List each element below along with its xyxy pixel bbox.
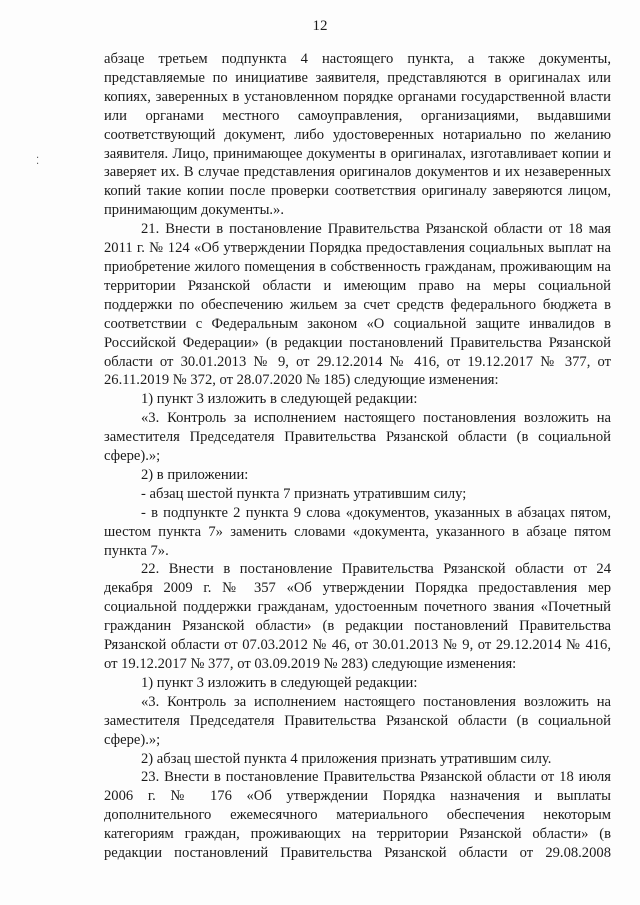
paragraph-quote: «3. Контроль за исполнением настоящего постановления возложить на заместителя Председателя Правительства Рязанской области (в социальной сфере).»;: [104, 693, 611, 748]
paragraph-quote: «3. Контроль за исполнением настоящего постановления возложить на заместителя Председателя Правительства Рязанской области (в социальной сфере).»;: [104, 410, 611, 465]
paragraph-item-22: 22. Внести в постановление Правительства Рязанской области от 24 декабря 2009 г. № 357 «Об утверждении Порядка предоставления мер социальной поддержки гражданам, удостоенным почетного звания «Почетный гражданин Рязанской области» (в редакции постановлений Правительства Рязанской области от 07.03.2012 № 46, от 30.01.2013 № 9, от 29.12.2014 № 416, от 19.12.2017 № 377, от 03.09.2019 № 283) следующие изменения:: [104, 561, 611, 672]
paragraph-item-21: 21. Внести в постановление Правительства Рязанской области от 18 мая 2011 г. № 124 «Об утверждении Порядка предоставления социальных выплат на приобретение жилого помещения в собственность гражданам, проживающим на территории Рязанской области и имеющим право на меры социальной поддержки по обеспечению жильем за счет средств федерального бюджета в соответствии с Федеральным законом «О социальной защите инвалидов в Российской Федерации» (в редакции постановлений Правительства Рязанской области от 30.01.2013 № 9, от 29.12.2014 № 416, от 19.12.2017 № 377, от 26.11.2019 № 372, от 28.07.2020 № 185) следующие изменения:: [104, 221, 611, 389]
paragraph: 1) пункт 3 изложить в следующей редакции:: [141, 391, 418, 408]
document-body: [104, 50, 611, 863]
paragraph: 2) абзац шестой пункта 4 приложения признать утратившим силу.: [141, 750, 552, 767]
paragraph: абзаце третьем подпункта 4 настоящего пункта, а также документы, представляемые по инициативе заявителя, представляются в оригиналах или копиях, заверенных в установленном порядке органами государственной власти или органами местного самоуправления, организациями, выдавшими соответствующий документ, либо удостоверенных нотариально по желанию заявителя. Лицо, принимающее документы в оригиналах, изготавливает копии и заверяет их. В случае представления оригиналов документов и их незаверенных копий такие копии после проверки соответствия оригиналу заверяются лицом, принимающим документы.».: [104, 51, 611, 219]
paragraph: 2) в приложении:: [141, 466, 249, 483]
page-number: 12: [312, 18, 328, 34]
paragraph: - в подпункте 2 пункта 9 слова «документов, указанных в абзацах пятом, шестом пункта 7» заменить словами «документа, указанного в абзаце пятом пункта 7».: [104, 504, 611, 559]
paragraph: 1) пункт 3 изложить в следующей редакции:: [141, 674, 418, 691]
scan-speck: ⁚: [36, 156, 40, 167]
paragraph-item-23: 23. Внести в постановление Правительства Рязанской области от 18 июля 2006 г. № 176 «Об утверждении Порядка назначения и выплаты дополнительного ежемесячного материального обеспечения некоторым категориям граждан, проживающих на территории Рязанской области» (в редакции постановлений Правительства Рязанской области от 29.08.2008: [104, 769, 611, 862]
paragraph: - абзац шестой пункта 7 признать утратившим силу;: [141, 485, 467, 502]
